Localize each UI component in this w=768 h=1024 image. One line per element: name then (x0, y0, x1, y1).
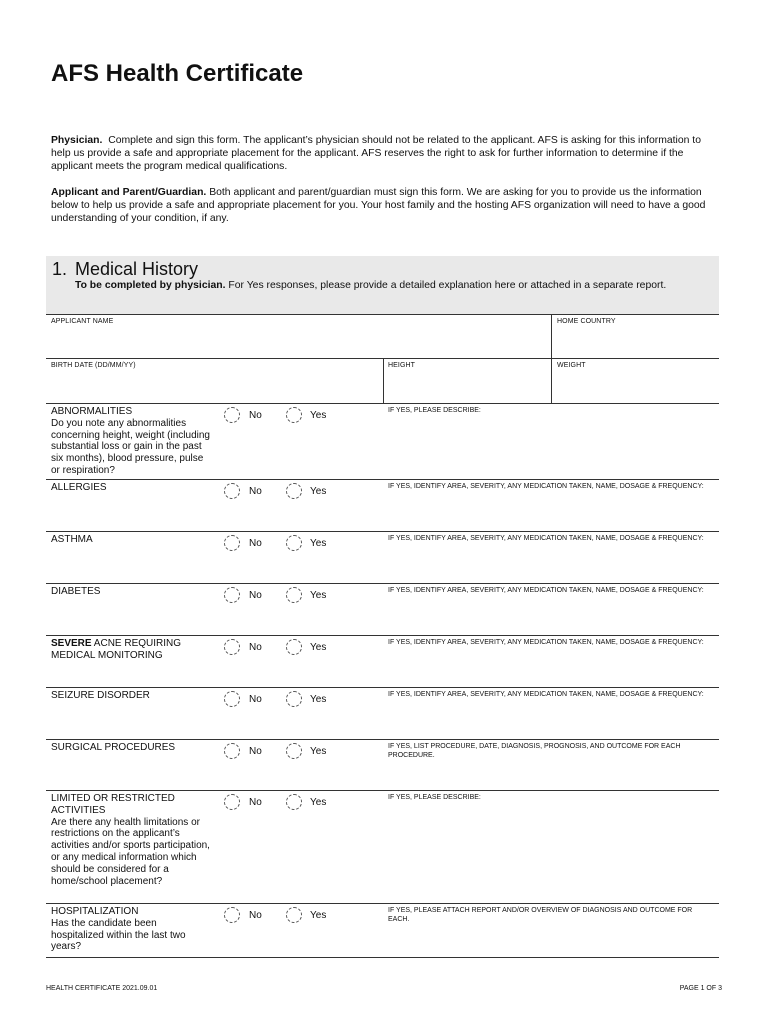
row-heading (51, 690, 211, 702)
yes-label: Yes (310, 694, 327, 705)
yes-label: Yes (310, 410, 327, 421)
yes-radio[interactable] (286, 691, 302, 707)
row-heading (51, 534, 211, 546)
no-radio[interactable] (224, 407, 240, 423)
section-note-bold: To be completed by physician. (75, 280, 226, 291)
row-description-field[interactable]: IF YES, IDENTIFY AREA, SEVERITY, ANY MEDICATION TAKEN, NAME, DOSAGE & FREQUENCY: (388, 483, 704, 490)
row-heading (51, 586, 211, 598)
row-heading (51, 793, 211, 817)
yes-radio[interactable] (286, 483, 302, 499)
divider (46, 531, 719, 532)
row-heading (51, 406, 211, 418)
row-description-field[interactable]: IF YES, PLEASE DESCRIBE: (388, 794, 481, 801)
physician-intro (51, 134, 711, 173)
footer-page-number: PAGE 1 OF 3 (679, 985, 722, 992)
yes-radio[interactable] (286, 743, 302, 759)
no-radio[interactable] (224, 907, 240, 923)
row-label (51, 534, 211, 546)
home-country-field[interactable]: HOME COUNTRY (557, 318, 616, 325)
row-heading-text: HOSPITALIZATION (51, 906, 139, 917)
yes-label: Yes (310, 910, 327, 921)
row-question: Has the candidate been hospitalized within the last two years? (51, 917, 186, 953)
row-label (51, 406, 211, 477)
section-note-text: For Yes responses, please provide a detailed explanation here or attached in a separate report. (228, 280, 667, 291)
row-heading (51, 482, 211, 494)
no-radio[interactable] (224, 587, 240, 603)
page-title: AFS Health Certificate (51, 60, 304, 87)
row-description-field[interactable]: IF YES, PLEASE ATTACH REPORT AND/OR OVERVIEW OF DIAGNOSIS AND OUTCOME FOR EACH. (388, 907, 693, 923)
row-heading-text: ACNE REQUIRING MEDICAL MONITORING (51, 638, 182, 661)
row-description-field[interactable]: IF YES, IDENTIFY AREA, SEVERITY, ANY MEDICATION TAKEN, NAME, DOSAGE & FREQUENCY: (388, 535, 704, 542)
no-label: No (249, 797, 262, 808)
yes-radio[interactable] (286, 639, 302, 655)
row-description-field[interactable]: IF YES, IDENTIFY AREA, SEVERITY, ANY MEDICATION TAKEN, NAME, DOSAGE & FREQUENCY: (388, 639, 704, 646)
no-radio[interactable] (224, 483, 240, 499)
row-label (51, 482, 211, 494)
no-label: No (249, 538, 262, 549)
divider (551, 358, 552, 403)
no-label: No (249, 910, 262, 921)
section-heading (52, 259, 198, 280)
yes-radio[interactable] (286, 907, 302, 923)
section-note (75, 280, 695, 293)
no-label: No (249, 410, 262, 421)
yes-radio[interactable] (286, 407, 302, 423)
divider (46, 403, 719, 404)
yes-radio[interactable] (286, 535, 302, 551)
yes-radio[interactable] (286, 794, 302, 810)
section-medical-history (46, 256, 719, 314)
no-label: No (249, 694, 262, 705)
row-description-field[interactable]: IF YES, IDENTIFY AREA, SEVERITY, ANY MEDICATION TAKEN, NAME, DOSAGE & FREQUENCY: (388, 691, 704, 698)
no-radio[interactable] (224, 743, 240, 759)
row-heading-text: SURGICAL PROCEDURES (51, 742, 176, 753)
applicant-label: Applicant and Parent/Guardian. (51, 187, 207, 198)
row-question: Do you note any abnormalities concerning height, weight (including substantial loss or gain in the past six months), blood pressure, pulse or respiration? (51, 417, 210, 476)
divider (551, 314, 552, 358)
physician-text: Complete and sign this form. The applicant’s physician should not be related to the applicant. AFS is asking for this information to help us provide a safe and appropriate placement for the applicant. AFS reserves the right to ask for further information to determine if the applicant meets the program medical qualifications. (51, 135, 701, 172)
applicant-name-field[interactable]: APPLICANT NAME (51, 318, 114, 325)
no-radio[interactable] (224, 639, 240, 655)
row-label (51, 586, 211, 598)
row-label (51, 793, 211, 887)
row-description-field[interactable]: IF YES, LIST PROCEDURE, DATE, DIAGNOSIS, PROGNOSIS, AND OUTCOME FOR EACH PROCEDURE. (388, 743, 681, 759)
yes-label: Yes (310, 590, 327, 601)
section-title: Medical History (75, 259, 199, 279)
row-heading-text: SEIZURE DISORDER (51, 690, 150, 701)
height-field[interactable]: HEIGHT (388, 362, 416, 369)
yes-label: Yes (310, 486, 327, 497)
no-label: No (249, 590, 262, 601)
no-radio[interactable] (224, 535, 240, 551)
row-label (51, 906, 211, 953)
row-heading-text: ASTHMA (51, 534, 93, 545)
footer-version: HEALTH CERTIFICATE 2021.09.01 (46, 985, 158, 992)
physician-label: Physician. (51, 135, 103, 146)
yes-label: Yes (310, 797, 327, 808)
row-heading-bold: SEVERE (51, 638, 92, 649)
applicant-intro (51, 186, 711, 225)
divider (46, 479, 719, 480)
row-heading-text: DIABETES (51, 586, 101, 597)
row-heading (51, 742, 211, 754)
divider (46, 957, 719, 958)
row-heading (51, 638, 211, 662)
no-radio[interactable] (224, 794, 240, 810)
no-radio[interactable] (224, 691, 240, 707)
row-question: Are there any health limitations or restrictions on the applicant’s activities and/or sports participation, or any medical information which should be considered for a home/school placement? (51, 816, 210, 887)
no-label: No (249, 746, 262, 757)
yes-label: Yes (310, 538, 327, 549)
row-heading-text: LIMITED OR RESTRICTED ACTIVITIES (51, 793, 175, 816)
section-number: 1. (52, 259, 68, 279)
no-label: No (249, 642, 262, 653)
divider (46, 583, 719, 584)
birth-date-field[interactable]: BIRTH DATE (DD/MM/YY) (51, 362, 136, 369)
yes-label: Yes (310, 642, 327, 653)
applicant-text: Both applicant and parent/guardian must sign this form. We are asking for you to provide us the information below to help us provide a safe and appropriate placement for you. Your host family and the hosting AFS organization will need to have a good understanding of your condition, if any. (51, 187, 706, 224)
row-label (51, 638, 211, 662)
divider (46, 314, 719, 315)
row-heading-text: ALLERGIES (51, 482, 107, 493)
divider (46, 687, 719, 688)
row-heading-text: ABNORMALITIES (51, 406, 133, 417)
divider (383, 358, 384, 403)
row-heading (51, 906, 211, 918)
row-label (51, 690, 211, 702)
row-description-field[interactable]: IF YES, PLEASE DESCRIBE: (388, 407, 481, 414)
divider (46, 790, 719, 791)
weight-field[interactable]: WEIGHT (557, 362, 586, 369)
yes-radio[interactable] (286, 587, 302, 603)
row-description-field[interactable]: IF YES, IDENTIFY AREA, SEVERITY, ANY MEDICATION TAKEN, NAME, DOSAGE & FREQUENCY: (388, 587, 704, 594)
yes-label: Yes (310, 746, 327, 757)
row-label (51, 742, 211, 754)
divider (46, 739, 719, 740)
divider (46, 635, 719, 636)
divider (46, 903, 719, 904)
no-label: No (249, 486, 262, 497)
